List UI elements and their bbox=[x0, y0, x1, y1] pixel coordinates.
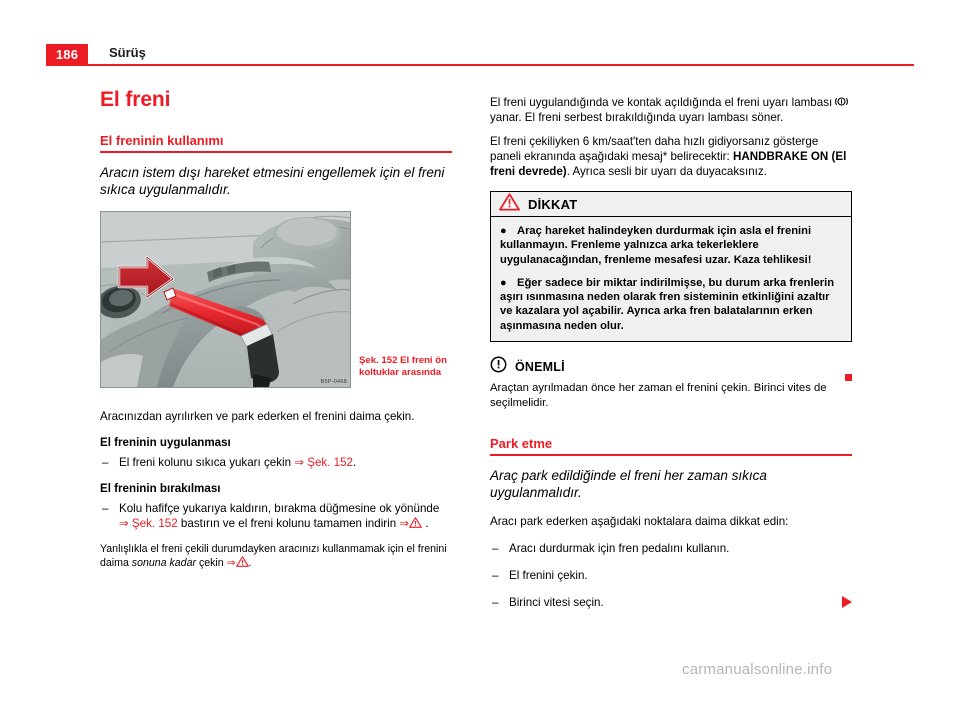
figure-caption: Şek. 152 El freni ön koltuklar arasında bbox=[359, 354, 447, 378]
warning-box-dikkat bbox=[490, 191, 852, 342]
chapter-heading: El freni bbox=[100, 88, 171, 111]
page-header bbox=[46, 44, 914, 70]
subheading-apply-handbrake: El freninin uygulanması bbox=[100, 435, 231, 449]
bullet-marker: ● bbox=[500, 225, 507, 237]
paragraph-handbrake-message bbox=[490, 134, 852, 179]
cross-reference-link[interactable]: ⇒ Şek. 152 bbox=[294, 455, 353, 469]
list-item-release bbox=[100, 501, 452, 531]
warning-triangle-icon bbox=[499, 193, 520, 216]
page-title: Sürüş bbox=[109, 45, 146, 60]
paragraph-2-part2: . Ayrıca sesli bir uyarı da duyacaksınız. bbox=[566, 165, 767, 178]
list-item-text: Birinci vitesi seçin. bbox=[509, 595, 604, 609]
dash-marker: – bbox=[492, 568, 499, 582]
brake-warning-lamp-icon bbox=[835, 96, 848, 107]
list-item bbox=[490, 568, 852, 583]
page-number-badge: 186 bbox=[46, 44, 88, 66]
note-text: Araçtan ayrılmadan önce her zaman el frenini çekin. Birinci vites de seçilmelidir. bbox=[490, 382, 827, 409]
apply-text-after: . bbox=[352, 455, 357, 469]
handbrake-on-message: HANDBRAKE ON (El freni devrede) bbox=[490, 150, 847, 178]
section-end-marker bbox=[845, 374, 852, 381]
footnote-part2: çekin bbox=[196, 557, 227, 569]
warning-box-body bbox=[491, 217, 851, 341]
figure-handbrake-photo bbox=[100, 211, 351, 388]
handbrake-illustration bbox=[101, 212, 350, 387]
section-heading-usage: El freninin kullanımı bbox=[100, 133, 224, 148]
note-header bbox=[490, 356, 852, 378]
exclamation-circle-icon bbox=[490, 356, 507, 378]
list-item bbox=[490, 541, 852, 556]
cross-reference-arrow: ⇒ bbox=[226, 557, 236, 569]
footnote-part1: Yanlışlıkla el freni çekili durumdayken aracınızı kullanmamak için el frenini daima bbox=[100, 542, 447, 569]
footnote-paragraph bbox=[100, 543, 452, 571]
warning-item-text: Araç hareket halindeyken durdurmak için asla el frenini kullanmayın. Frenleme yalnızca arka tekerleklere uygulanacağından, frenleme mesafesi uzar. Kaza tehlikesi! bbox=[500, 225, 812, 266]
left-column bbox=[100, 88, 452, 571]
section-heading-parking: Park etme bbox=[490, 436, 553, 452]
warning-triangle-icon bbox=[409, 517, 422, 528]
continuation-arrow-icon bbox=[842, 596, 852, 608]
header-divider bbox=[88, 64, 914, 66]
paragraph-1-text: El freni uygulandığında ve kontak açıldığında el freni uyarı lambası bbox=[490, 96, 833, 109]
dash-marker: – bbox=[102, 455, 109, 469]
list-item-text: Aracı durdurmak için fren pedalını kullanın. bbox=[509, 541, 730, 555]
dash-marker: – bbox=[492, 595, 499, 609]
note-block-onemli bbox=[490, 356, 852, 410]
dash-marker: – bbox=[102, 501, 109, 515]
parking-intro-paragraph: Aracı park ederken aşağıdaki noktalara daima dikkat edin: bbox=[490, 514, 789, 528]
parking-lead-paragraph: Araç park edildiğinde el freni her zaman sıkıca uygulanmalıdır. bbox=[490, 467, 767, 500]
list-item-apply bbox=[100, 455, 452, 470]
list-item bbox=[490, 595, 852, 610]
warning-box-header bbox=[491, 192, 851, 217]
footnote-italic: sonuna kadar bbox=[131, 557, 196, 569]
paragraph-after-figure: Aracınızdan ayrılırken ve park ederken el frenini daima çekin. bbox=[100, 409, 415, 423]
paragraph-1-continuation: yanar. El freni serbest bırakıldığında uyarı lambası söner. bbox=[490, 111, 784, 124]
release-text-part1: Kolu hafifçe yukarıya kaldırın, bırakma düğmesine ok yönünde bbox=[119, 501, 440, 515]
paragraph-warning-lamp bbox=[490, 95, 852, 125]
note-label: ÖNEMLİ bbox=[515, 360, 565, 375]
parking-steps-list bbox=[490, 541, 852, 610]
figure-code-label: B5P-0468 bbox=[320, 378, 347, 385]
section-divider bbox=[100, 151, 452, 153]
warning-item bbox=[500, 224, 842, 267]
site-watermark: carmanualsonline.info bbox=[682, 661, 833, 678]
warning-box-label: DİKKAT bbox=[528, 196, 578, 212]
list-item-text: El frenini çekin. bbox=[509, 568, 588, 582]
paragraph-2-part1: El freni çekiliyken 6 km/saat'ten daha hızlı gidiyorsanız gösterge paneli ekranında aşağıdaki mesaj* belirecektir: bbox=[490, 135, 819, 163]
lead-paragraph: Aracın istem dışı hareket etmesini engellemek için el freni sıkıca uygulanmalıdır. bbox=[100, 164, 445, 197]
section-divider bbox=[490, 454, 852, 456]
warning-triangle-icon bbox=[236, 556, 249, 567]
dash-marker: – bbox=[492, 541, 499, 555]
bullet-marker: ● bbox=[500, 276, 507, 289]
cross-reference-link[interactable]: ⇒ Şek. 152 bbox=[119, 516, 178, 530]
release-text-part2: bastırın ve el freni kolunu tamamen indirin bbox=[177, 516, 400, 530]
release-text-part3: . bbox=[422, 516, 429, 530]
right-column bbox=[490, 95, 852, 622]
subheading-release-handbrake: El freninin bırakılması bbox=[100, 481, 221, 495]
footnote-part3: . bbox=[248, 557, 252, 569]
cross-reference-arrow: ⇒ bbox=[399, 516, 410, 530]
apply-text-before: El freni kolunu sıkıca yukarı çekin bbox=[119, 455, 295, 469]
warning-item bbox=[500, 276, 842, 333]
warning-item-text: Eğer sadece bir miktar indirilmişse, bu durum arka frenlerin aşırı ısınmasına neden olarak fren sisteminin etkinliğini azaltır ve kazalara yol açabilir. Ayrıca arka fren balatalarının erken aşınmasına neden olur. bbox=[500, 276, 835, 332]
figure-block bbox=[100, 211, 452, 390]
